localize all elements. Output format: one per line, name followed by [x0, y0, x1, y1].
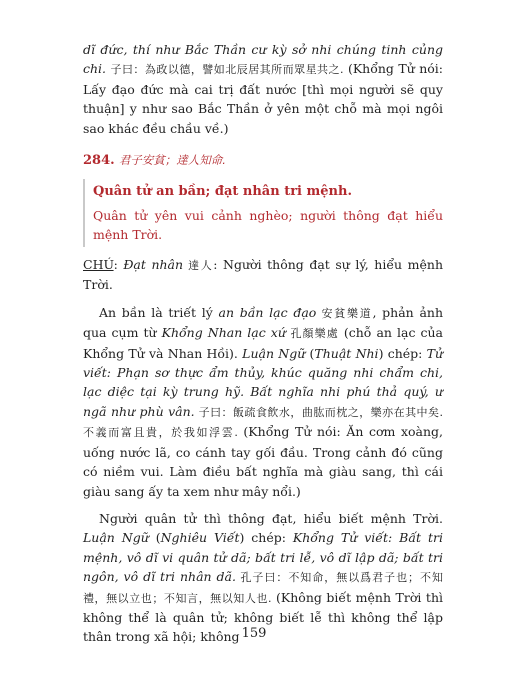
italic-text: Luận Ngữ	[242, 345, 306, 361]
body-paragraph-1	[83, 303, 443, 501]
text: An bần là triết lý	[99, 304, 219, 320]
han-text: 安貧樂道	[316, 306, 373, 320]
page-number: 159	[241, 626, 267, 641]
note-term: Đạt nhân	[123, 257, 184, 273]
note-text: : Người thông đạt sự lý, hiểu mệnh Trời.	[83, 257, 443, 293]
text: (Không biết mệnh Trời thì không thể là quân tử; không biết lễ thì không thể lập thân trong xã hội; không	[83, 589, 443, 645]
text: (	[305, 345, 315, 361]
section-number: 284.	[83, 153, 115, 169]
italic-text: Tử viết: Phạn sơ thực ẩm thủy, khúc quăng nhi chẩm chi, lạc diệc tại kỳ trung hỹ. Bất nghĩa nhi phú thả quý, ư ngã như phù vân.	[83, 345, 443, 419]
section-heading	[83, 150, 443, 171]
italic-text: Khổng Nhan lạc xứ	[161, 325, 286, 341]
callout-body: Quân tử yên vui cảnh nghèo; người thông đạt hiểu mệnh Trời.	[93, 208, 443, 243]
text: ) chép:	[239, 530, 293, 546]
callout-title: Quân tử an bần; đạt nhân tri mệnh.	[93, 184, 352, 200]
italic-text: an bần lạc đạo	[218, 304, 317, 320]
intro-han: 子曰：為政以德，譬如北辰居其所而眾星共之.	[110, 63, 344, 77]
han-text: 孔顏樂處	[285, 327, 339, 341]
italic-text: Khổng Tử viết: Bất tri mệnh, vô dĩ vi quân tử dã; bất tri lễ, vô dĩ lập dã; bất tri ngôn, vô dĩ tri nhân dã.	[83, 530, 443, 585]
note-han: 達人	[183, 259, 214, 273]
section-han: 君子安貧；達人知命.	[118, 153, 226, 168]
text: (chỗ an lạc của Khổng Tử và Nhan Hồi).	[83, 325, 443, 361]
quote-callout	[83, 179, 443, 247]
page-content	[83, 40, 443, 647]
han-text: 子曰：飯疏食飲水，曲肱而枕之，樂亦在其中矣. 不義而富且貴，於我如浮雲.	[83, 405, 443, 440]
intro-italic: dĩ đức, thí như Bắc Thần cư kỳ sở nhi chúng tinh củng chi.	[83, 42, 443, 77]
italic-text: Luận Ngữ	[83, 530, 149, 546]
text: (Khổng Tử nói: Ăn cơm xoàng, uống nước lã, co cánh tay gối đầu. Trong cảnh đó cũng có niềm vui. Làm điều bất nghĩa mà giàu sang, thì cái giàu sang ấy ta xem như mây nổi.)	[83, 424, 444, 499]
text: (	[148, 530, 161, 546]
italic-text: Thuật Nhi	[314, 345, 379, 361]
note-label: CHÚ	[83, 257, 114, 273]
intro-paragraph	[83, 40, 443, 138]
text: , phản ảnh qua cụm từ	[83, 304, 443, 341]
text: ) chép:	[378, 345, 427, 361]
text: Người quân tử thì thông đạt, hiểu biết mệnh Trời.	[99, 510, 443, 526]
italic-text: Nghiêu Viết	[160, 530, 240, 546]
intro-translation: (Khổng Tử nói: Lấy đạo đức mà cai trị đất nước [thì mọi người sẽ quy thuận] y như sao Bắc Thần ở yên một chỗ mà mọi ngôi sao khác đều chầu về.)	[83, 61, 444, 136]
note-paragraph: CHÚ: Đạt nhân 達人: Người thông đạt sự lý, hiểu mệnh Trời.	[83, 257, 443, 293]
han-text: 孔子曰：不知命，無以爲君子也；不知禮，無以立也；不知言，無以知人也.	[83, 571, 443, 605]
